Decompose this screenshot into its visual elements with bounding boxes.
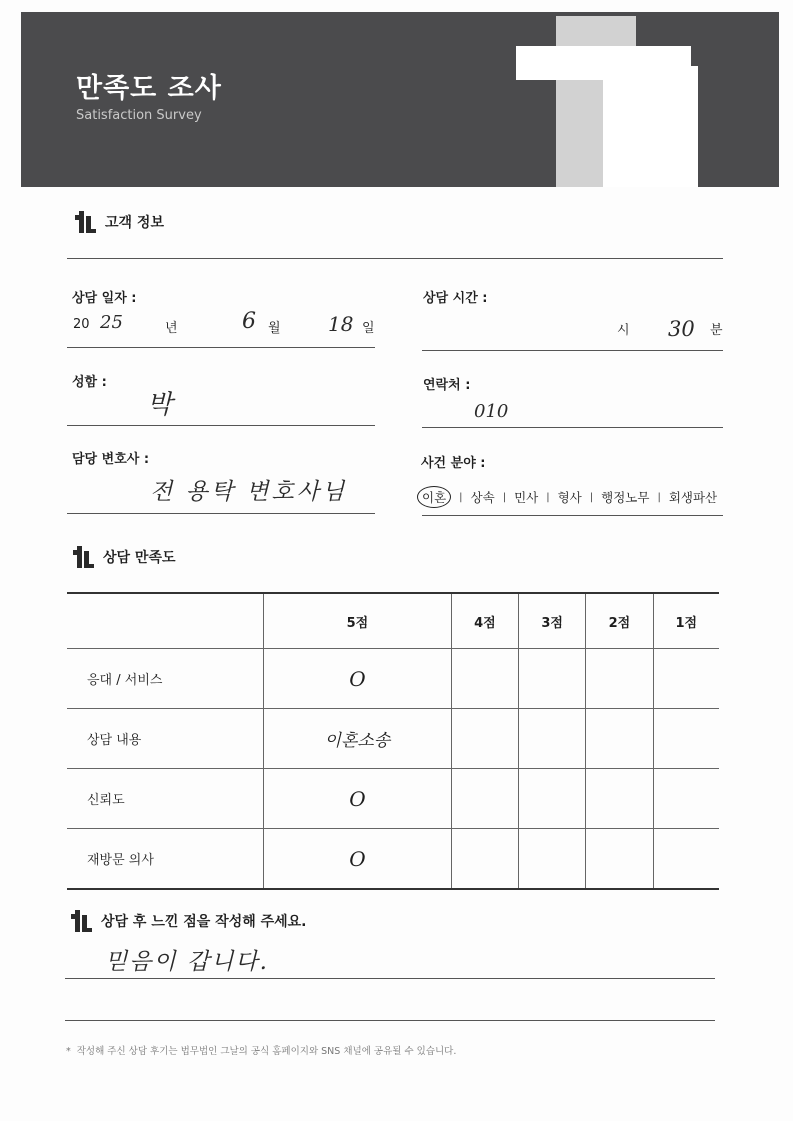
hour-unit: 시 — [617, 323, 630, 338]
tl-logo-icon — [21, 12, 779, 187]
table-row — [67, 769, 719, 829]
contact-underline — [422, 427, 723, 428]
year-prefix: 20 — [73, 317, 90, 332]
rating-cell — [586, 769, 653, 829]
table-row — [67, 649, 719, 709]
rating-cell — [653, 769, 719, 829]
divider — [67, 258, 723, 259]
case-option-inheritance: 상속 — [470, 490, 495, 505]
rating-cell — [519, 769, 586, 829]
year-value: 25 — [100, 312, 123, 333]
footnote: * 작성해 주신 상담 후기는 법무법인 그날의 공식 홈페이지와 SNS 채널에 공유될 수 있습니다. — [66, 1046, 457, 1057]
table-header-row — [67, 593, 719, 649]
rating-cell — [519, 829, 586, 890]
rating-cell — [451, 709, 518, 769]
name-underline — [67, 425, 375, 426]
tl-mini-icon — [69, 910, 95, 932]
column-header: 2점 — [586, 593, 653, 649]
feedback-line-1 — [65, 978, 715, 979]
column-header: 4점 — [451, 593, 518, 649]
case-area-label: 사건 분야 : — [421, 456, 486, 471]
feedback-line-2 — [65, 1020, 715, 1021]
rating-cell — [653, 829, 719, 890]
rating-cell — [519, 649, 586, 709]
rating-cell — [653, 649, 719, 709]
page-subtitle: Satisfaction Survey — [76, 108, 202, 123]
rating-cell — [586, 649, 653, 709]
rating-cell — [653, 709, 719, 769]
rating-cell — [519, 709, 586, 769]
lawyer-value: 전 용탁 변호사님 — [150, 479, 348, 505]
feedback-heading: 상담 후 느낀 점을 작성해 주세요. — [69, 910, 307, 932]
contact-value: 010 — [474, 401, 509, 422]
lawyer-underline — [67, 513, 375, 514]
case-area-options: 이혼 | 상속 | 민사 | 형사 | 행정노무 | 회생파산 — [417, 486, 717, 508]
rating-cell: O — [264, 649, 452, 709]
rating-cell — [586, 709, 653, 769]
time-underline — [422, 350, 723, 351]
date-underline — [67, 347, 375, 348]
lawyer-label: 담당 변호사 : — [72, 452, 150, 467]
minute-unit: 분 — [710, 323, 723, 338]
table-row — [67, 829, 719, 890]
case-option-administrative: 행정노무 — [601, 490, 650, 505]
year-unit: 년 — [165, 321, 178, 336]
satisfaction-table — [67, 592, 719, 890]
case-option-divorce: 이혼 — [417, 486, 451, 508]
case-option-criminal: 형사 — [557, 490, 582, 505]
row-label: 응대 / 서비스 — [67, 649, 264, 709]
consult-time-label: 상담 시간 : — [423, 291, 488, 306]
column-header: 5점 — [264, 593, 452, 649]
month-unit: 월 — [268, 321, 281, 336]
case-option-rehabilitation: 회생파산 — [668, 490, 718, 505]
customer-info-heading: 고객 정보 — [73, 211, 164, 233]
name-value: 박 — [147, 390, 173, 420]
name-label: 성함 : — [72, 375, 107, 390]
rating-cell: O — [264, 769, 452, 829]
case-option-civil: 민사 — [514, 490, 539, 505]
column-header: 1점 — [653, 593, 719, 649]
row-label: 상담 내용 — [67, 709, 264, 769]
minute-value: 30 — [668, 317, 695, 341]
tl-mini-icon — [71, 546, 97, 568]
page-title: 만족도 조사 — [76, 73, 222, 104]
rating-cell — [451, 829, 518, 890]
day-unit: 일 — [362, 321, 375, 336]
rating-cell: 이혼소송 — [264, 709, 452, 769]
contact-label: 연락처 : — [423, 378, 471, 393]
consult-date-label: 상담 일자 : — [72, 291, 137, 306]
feedback-response: 믿음이 갑니다. — [105, 949, 269, 975]
header-banner — [21, 12, 779, 187]
rating-cell — [586, 829, 653, 890]
day-value: 18 — [328, 312, 354, 336]
table-row — [67, 709, 719, 769]
column-header: 3점 — [519, 593, 586, 649]
row-label: 재방문 의사 — [67, 829, 264, 890]
rating-cell — [451, 769, 518, 829]
tl-mini-icon — [73, 211, 99, 233]
case-underline — [422, 515, 723, 516]
rating-cell — [451, 649, 518, 709]
month-value: 6 — [242, 309, 256, 334]
rating-cell: O — [264, 829, 452, 890]
satisfaction-heading: 상담 만족도 — [71, 546, 176, 568]
row-label: 신뢰도 — [67, 769, 264, 829]
